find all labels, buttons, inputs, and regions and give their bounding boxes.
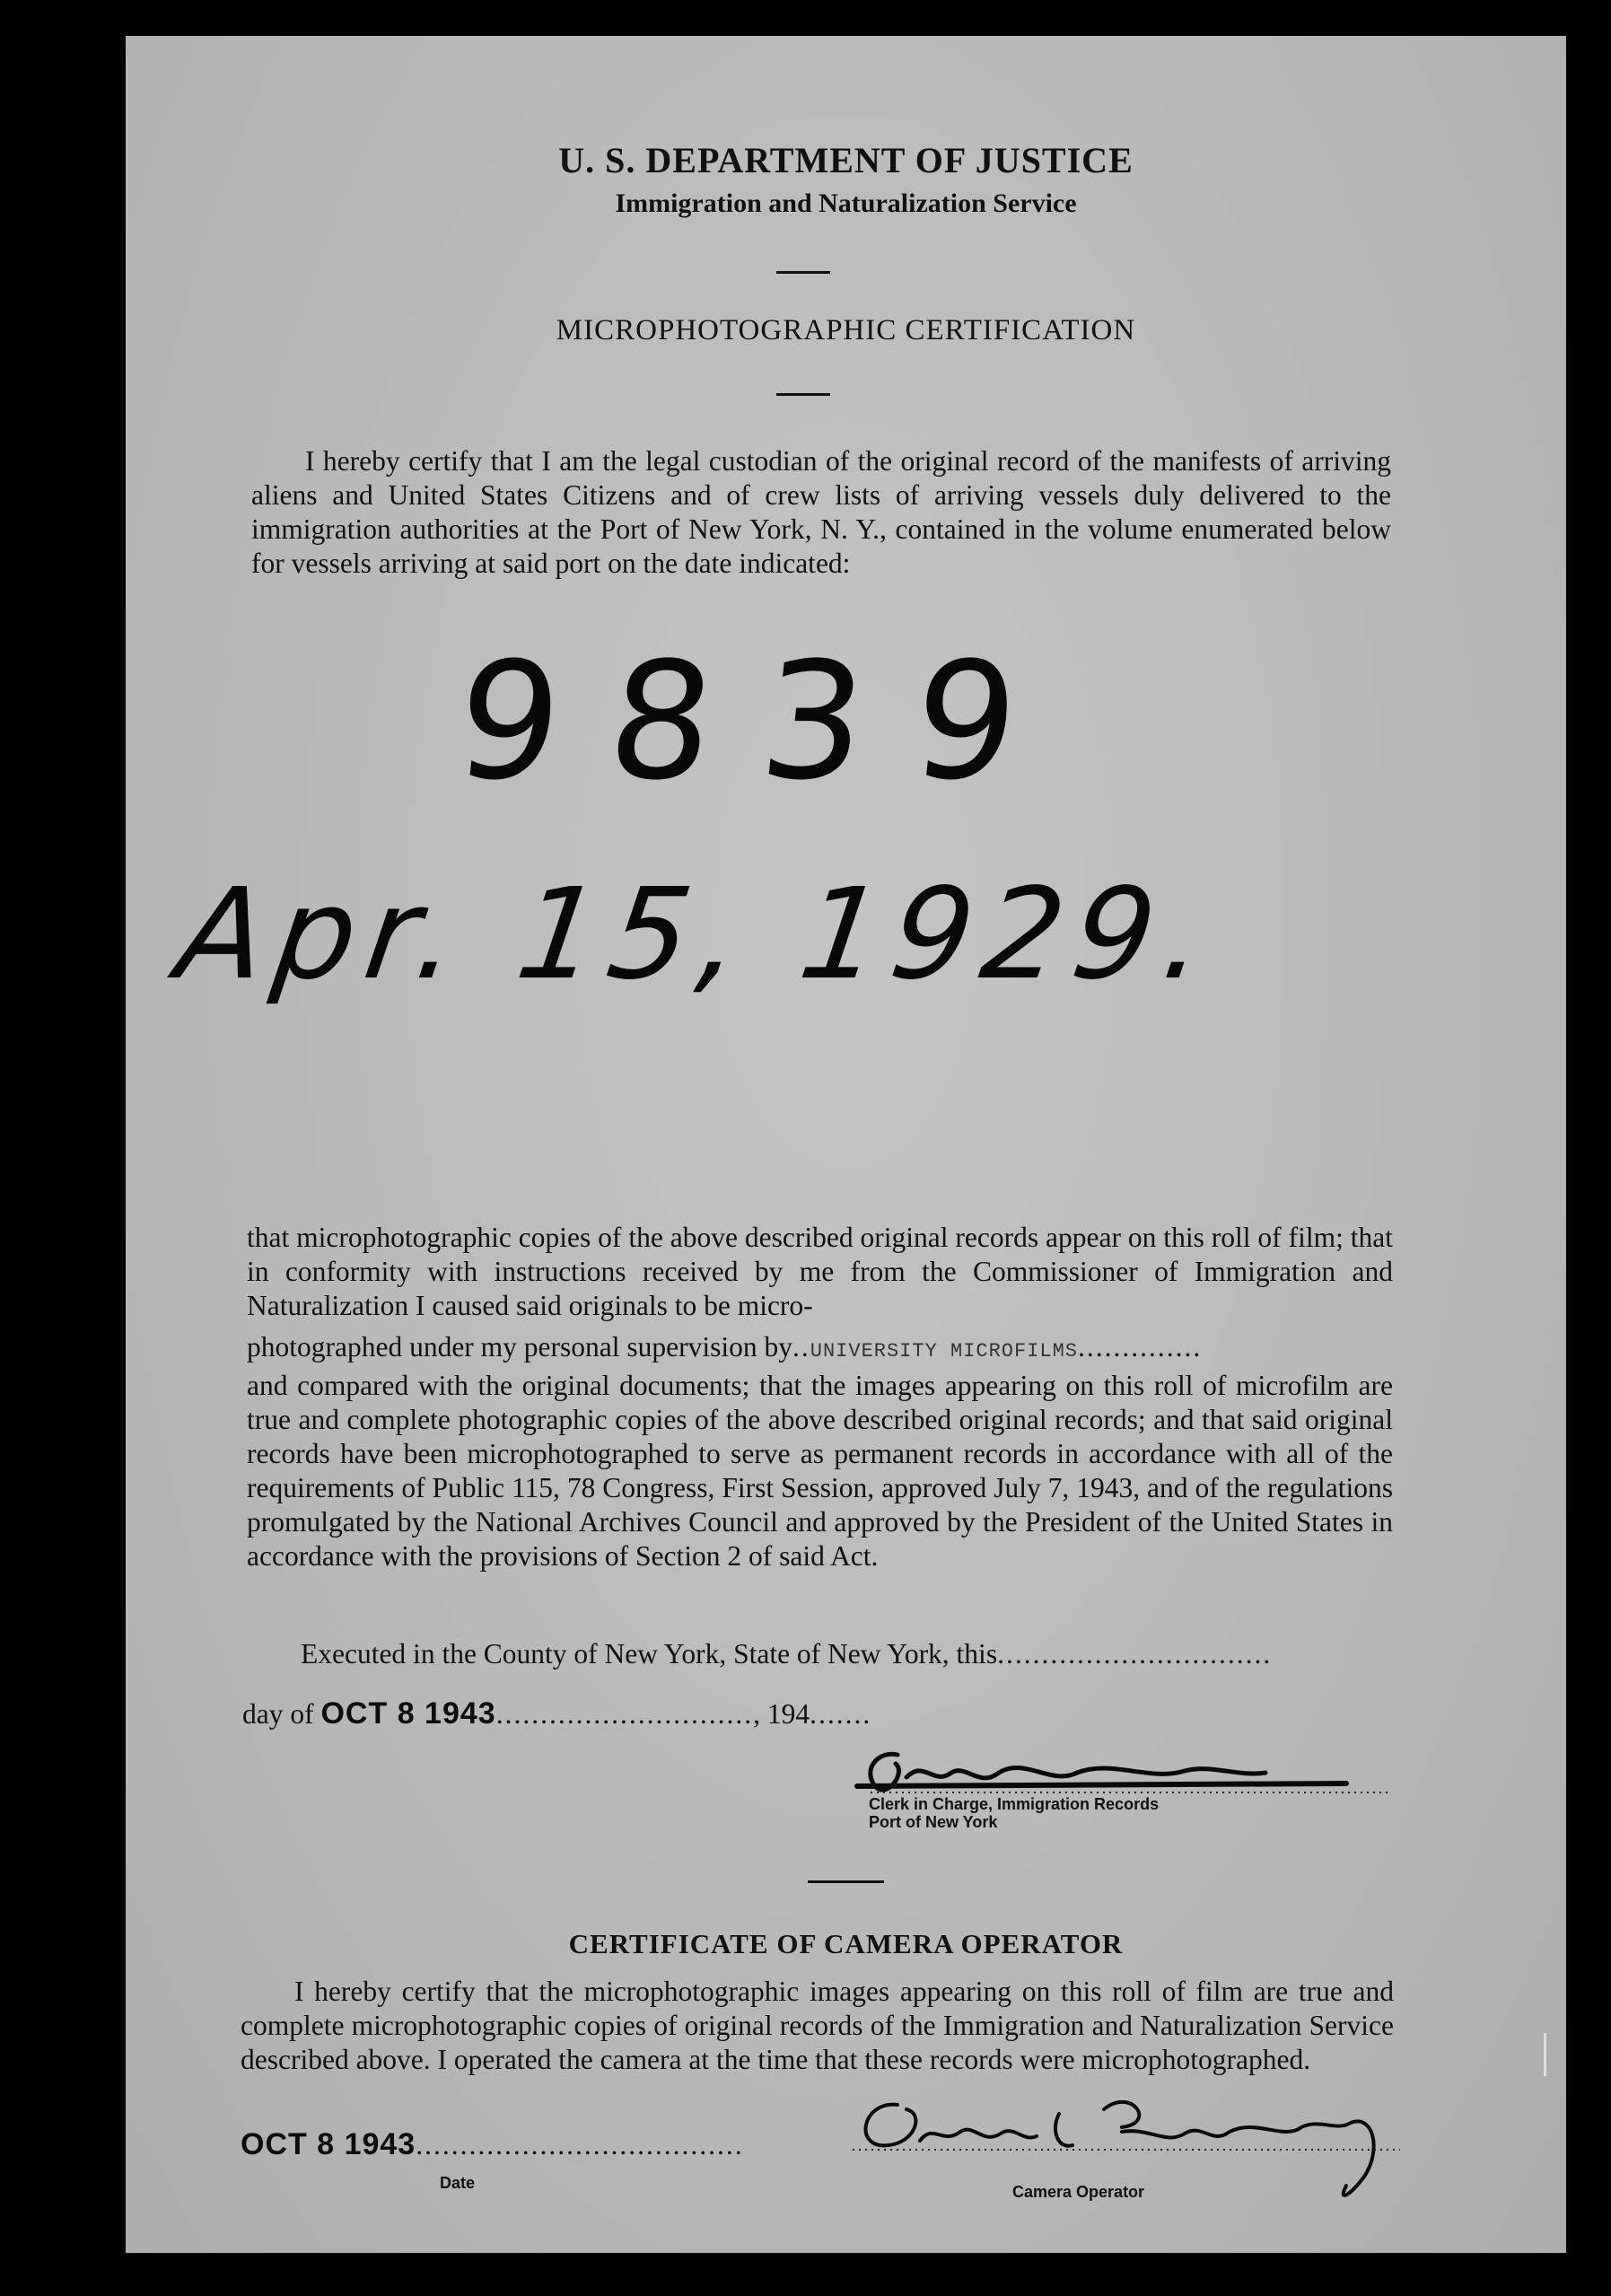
supervision-lead: photographed under my personal supervision by [247, 1331, 793, 1363]
camera-operator-caption: Camera Operator [1012, 2183, 1145, 2201]
department-title: U. S. DEPARTMENT OF JUSTICE [558, 140, 1134, 180]
operator-date-stamp: OCT 8 1943 [241, 2127, 416, 2161]
intro-text: I hereby certify that I am the legal custodian of the original record of the manifests of arriving aliens and United States Citizens and of crew lists of arriving vessels duly delivered to the immigration authorities at the Port of New York, N. Y., contained in the volume enumerated below for vessels arriving at said port on the date indicated: [251, 445, 1391, 579]
supervision-line [247, 1330, 1393, 1369]
certificate-page [126, 36, 1566, 2253]
year-prefix: , 194 [753, 1698, 810, 1730]
execution-statement: Executed in the County of New York, State of New York, this [301, 1638, 998, 1669]
certification-body-part1: that microphotographic copies of the above described original records appear on this roll of film; that in conformity with instructions received by me from the Commissioner of Immigration and Naturalization I caused said originals to be micro- [247, 1222, 1393, 1321]
day-label: day of [242, 1698, 314, 1730]
dotted-leader: ..................................... [416, 2129, 744, 2160]
clerk-caption-line2: Port of New York [869, 1813, 998, 1831]
intro-paragraph [251, 444, 1391, 581]
film-edge-mark [1544, 2033, 1546, 2076]
day-line [242, 1696, 871, 1731]
handwritten-volume-number: 9839 [448, 628, 1077, 816]
date-caption: Date [440, 2174, 476, 2192]
certification-body [247, 1221, 1393, 1573]
divider [776, 393, 830, 396]
certification-title: MICROPHOTOGRAPHIC CERTIFICATION [556, 314, 1136, 346]
divider [808, 1880, 884, 1883]
dotted-leader: ....... [810, 1698, 872, 1730]
dotted-leader: .. [792, 1331, 810, 1363]
handwritten-arrival-date: Apr. 15, 1929. [169, 862, 1226, 1008]
operator-date-line [241, 2127, 744, 2162]
clerk-caption-line1: Clerk in Charge, Immigration Records [869, 1795, 1160, 1813]
clerk-caption [869, 1795, 1159, 1831]
clerk-signature [844, 1737, 1400, 1800]
dotted-leader: .............. [1078, 1331, 1203, 1363]
dotted-leader: ............................... [997, 1638, 1273, 1669]
camera-operator-text: I hereby certify that the microphotographic images appearing on this roll of film are true and complete microphotographic copies of original records of the Immigration and Naturalization Service described above. I operated the camera at the time that these records were microphotographed. [241, 1976, 1394, 2075]
filmed-by-value: UNIVERSITY MICROFILMS [810, 1340, 1079, 1363]
camera-operator-paragraph [241, 1975, 1394, 2077]
service-subtitle: Immigration and Naturalization Service [615, 188, 1077, 218]
execution-statement-line [301, 1638, 1396, 1670]
camera-operator-title: CERTIFICATE OF CAMERA OPERATOR [568, 1928, 1124, 1959]
certification-body-part3: and compared with the original documents; that the images appearing on this roll of microfilm are true and complete photographic copies of the above described original records; and that said original records have been microphotographed to serve as permanent records in accordance with all of the requirements of Public 115, 78 Congress, First Session, approved July 7, 1943, and of the regulations promulgated by the National Archives Council and approved by the President of the United States in accordance with the provisions of Section 2 of said Act. [247, 1370, 1393, 1572]
execution-date-stamp: OCT 8 1943 [320, 1696, 496, 1731]
divider [776, 271, 830, 274]
dotted-leader: ............................. [495, 1698, 754, 1730]
